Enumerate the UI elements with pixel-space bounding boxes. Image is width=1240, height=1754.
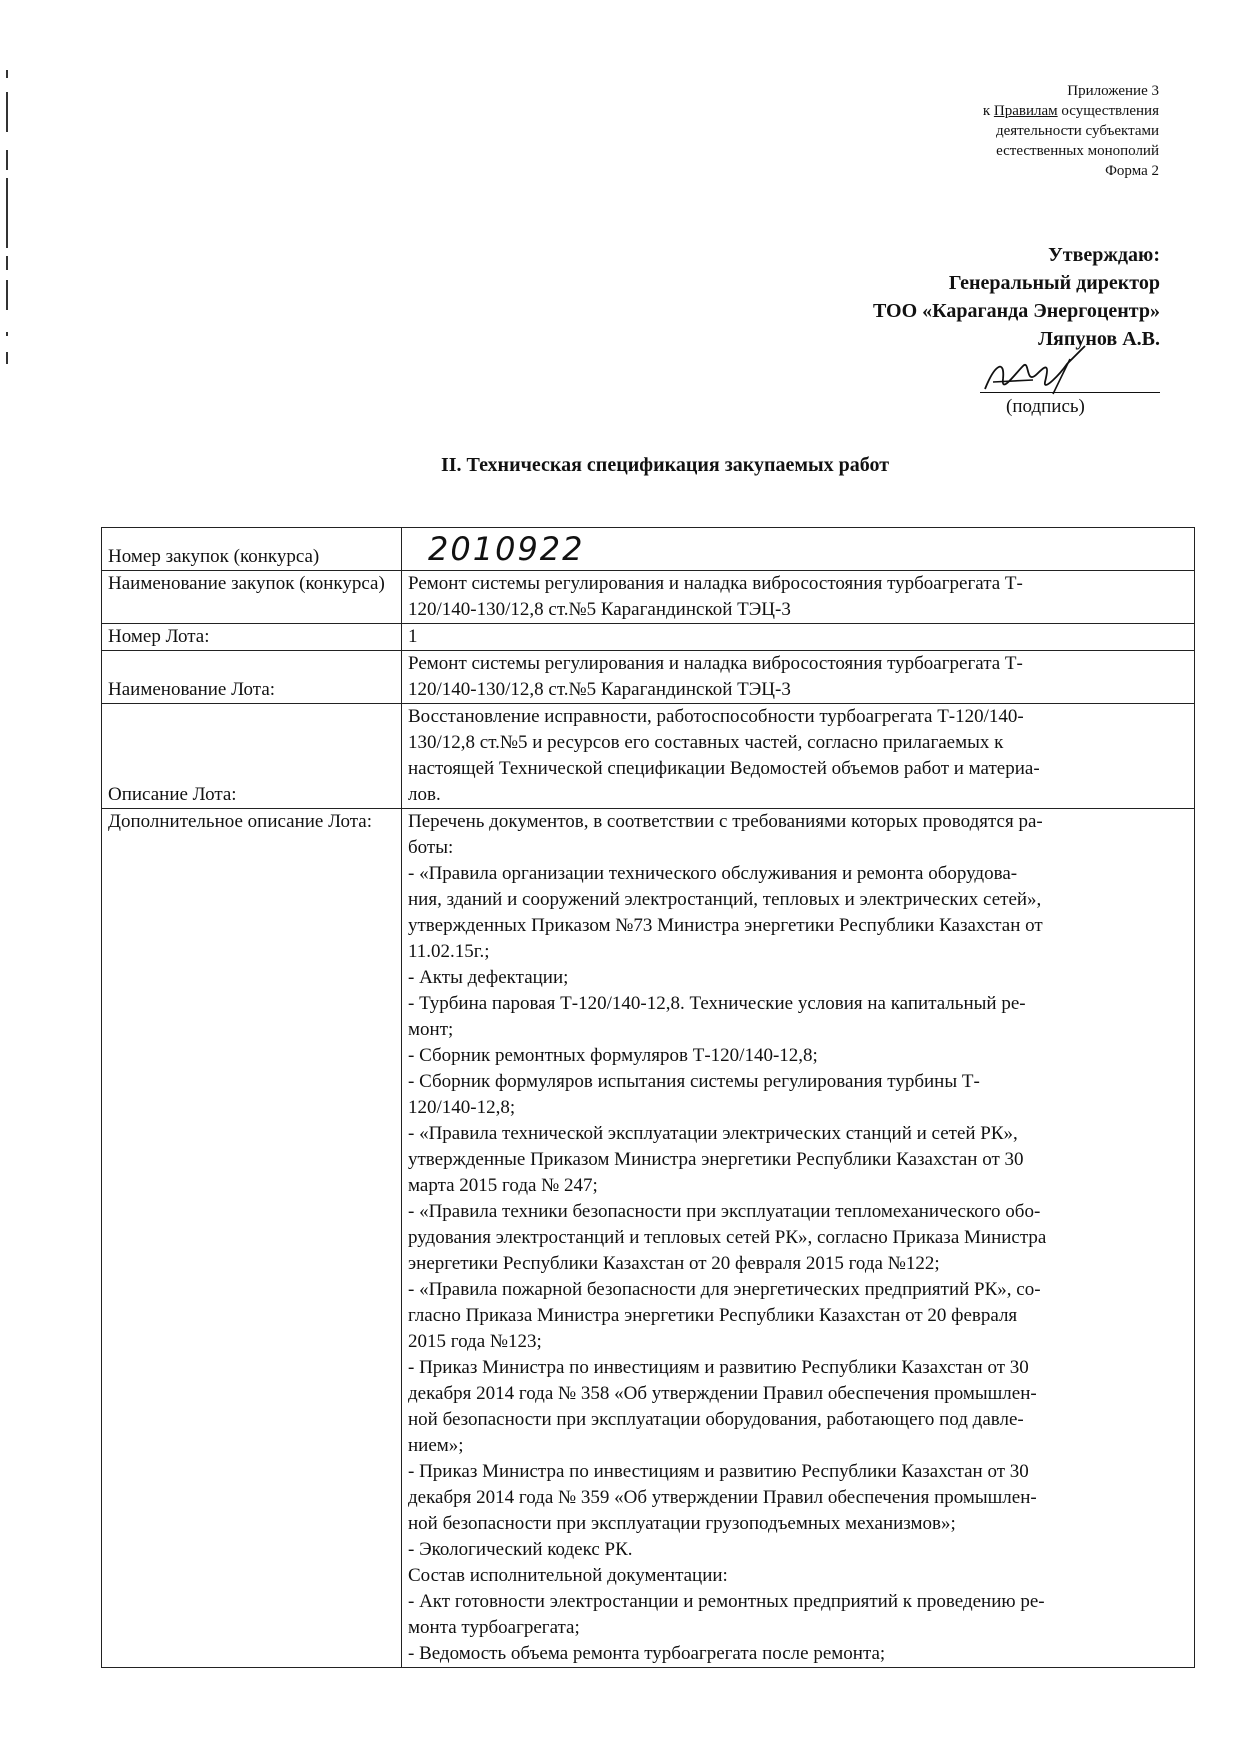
appendix-header [779,81,1159,181]
approval-block [640,241,1160,353]
additional-description-line: 120/140-12,8; [408,1097,516,1118]
additional-description-line: утвержденных Приказом №73 Министра энергетики Республики Казахстан от [408,915,1043,936]
additional-description-line: Перечень документов, в соответствии с требованиями которых проводятся ра- [408,811,1043,832]
lot-number-value: 1 [402,624,1195,651]
additional-description-line: ной безопасности при эксплуатации грузоподъемных механизмов»; [408,1513,956,1534]
additional-description-line: - «Правила технической эксплуатации электрических станций и сетей РК», [408,1123,1018,1144]
additional-description-line: 11.02.15г.; [408,941,490,962]
additional-description-line: - «Правила техники безопасности при эксплуатации тепломеханического обо- [408,1201,1041,1222]
additional-description-line: монта турбоагрегата; [408,1617,580,1638]
additional-description-line: - Сборник ремонтных формуляров Т-120/140-12,8; [408,1045,818,1066]
additional-description-line: декабря 2014 года № 359 «Об утверждении Правил обеспечения промышлен- [408,1487,1037,1508]
row-lot-number [102,624,1195,651]
approval-company: ТОО «Караганда Энергоцентр» [872,300,1160,322]
additional-description-line: энергетики Республики Казахстан от 20 февраля 2015 года №122; [408,1253,940,1274]
purchase-number-value [402,528,1195,571]
approval-name: Ляпунов А.В. [1038,328,1160,350]
additional-description-line: Состав исполнительной документации: [408,1565,728,1586]
additional-description-line: 2015 года №123; [408,1331,542,1352]
scan-edge-marks [4,70,10,370]
purchase-number-label: Номер закупок (конкурса) [102,528,402,571]
additional-description-line: - Ведомость объема ремонта турбоагрегата после ремонта; [408,1643,886,1664]
lot-description-label: Описание Лота: [102,704,402,809]
appendix-form-number: Форма 2 [1105,163,1159,179]
lot-description-value: Восстановление исправности, работоспособности турбоагрегата Т-120/140- 130/12,8 ст.№5 и ресурсов его составных частей, согласно прилагаемых к настоящей Технической спецификации Ведомостей объемов работ и материа- лов. [402,704,1195,809]
appendix-number: Приложение 3 [1067,83,1159,99]
additional-description-line: нием»; [408,1435,464,1456]
specification-table [101,527,1195,1668]
document-title: II. Техническая спецификация закупаемых работ [440,454,890,476]
row-additional-description [102,809,1195,1668]
row-lot-description [102,704,1195,809]
signature-caption: (подпись) [1006,396,1085,417]
row-purchase-number [102,528,1195,571]
additional-description-value [402,809,1195,1668]
lot-name-value: Ремонт системы регулирования и наладка вибросостояния турбоагрегата Т- 120/140-130/12,8 ст.№5 Карагандинской ТЭЦ-3 [402,651,1195,704]
row-lot-name [102,651,1195,704]
additional-description-line: - Приказ Министра по инвестициям и развитию Республики Казахстан от 30 [408,1461,1029,1482]
additional-description-line: - Экологический кодекс РК. [408,1539,633,1560]
additional-description-line: - Акт готовности электростанции и ремонтных предприятий к проведению ре- [408,1591,1045,1612]
additional-description-line: - «Правила пожарной безопасности для энергетических предприятий РК», со- [408,1279,1041,1300]
additional-description-line: - Акты дефектации; [408,967,569,988]
additional-description-line: ной безопасности при эксплуатации оборудования, работающего под давле- [408,1409,1024,1430]
additional-description-line: марта 2015 года № 247; [408,1175,598,1196]
additional-description-line: декабря 2014 года № 358 «Об утверждении Правил обеспечения промышлен- [408,1383,1037,1404]
lot-name-label: Наименование Лота: [102,651,402,704]
additional-description-line: монт; [408,1019,454,1040]
purchase-name-value: Ремонт системы регулирования и наладка вибросостояния турбоагрегата Т- 120/140-130/12,8 ст.№5 Карагандинской ТЭЦ-3 [402,571,1195,624]
appendix-rules-line: к Правилам осуществления [982,103,1159,119]
purchase-name-label: Наименование закупок (конкурса) [102,571,402,624]
approval-position: Генеральный директор [948,272,1160,294]
additional-description-line: ния, зданий и сооружений электростанций, тепловых и электрических сетей», [408,889,1042,910]
lot-number-label: Номер Лота: [102,624,402,651]
additional-description-line: - Сборник формуляров испытания системы регулирования турбины Т- [408,1071,980,1092]
row-purchase-name [102,571,1195,624]
additional-description-line: гласно Приказа Министра энергетики Республики Казахстан от 20 февраля [408,1305,1018,1326]
additional-description-line: - Приказ Министра по инвестициям и развитию Республики Казахстан от 30 [408,1357,1029,1378]
appendix-line-4: естественных монополий [996,143,1159,159]
appendix-line-3: деятельности субъектами [995,123,1159,139]
additional-description-line: рудования электростанций и тепловых сетей РК», согласно Приказа Министра [408,1227,1047,1248]
additional-description-label: Дополнительное описание Лота: [102,809,402,1668]
additional-description-line: - Турбина паровая Т-120/140-12,8. Технические условия на капитальный ре- [408,993,1026,1014]
approval-heading: Утверждаю: [1048,244,1160,266]
additional-description-line: утвержденные Приказом Министра энергетики Республики Казахстан от 30 [408,1149,1024,1170]
signature-line [980,392,1160,393]
rules-link[interactable]: Правилам [993,103,1058,119]
additional-description-line: боты: [408,837,454,858]
additional-description-line: - «Правила организации технического обслуживания и ремонта оборудова- [408,863,1018,884]
handwritten-purchase-number: 2010922 [428,530,585,568]
